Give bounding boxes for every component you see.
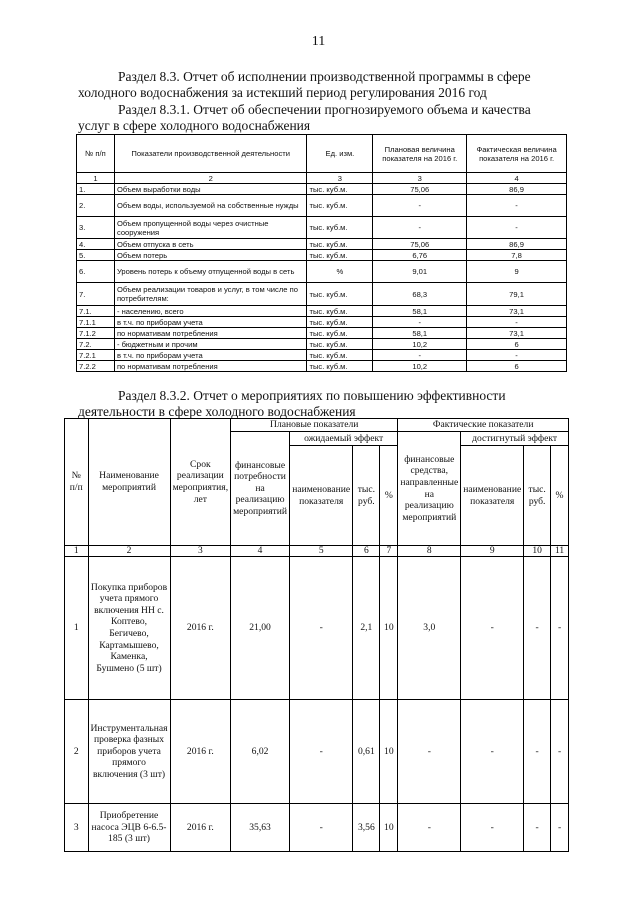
header-cell: достигнутый эффект: [461, 432, 569, 446]
plan-value: 10,2: [373, 339, 467, 350]
expected-percent: 10: [380, 804, 398, 852]
section-8-3-1-heading-line1: Раздел 8.3.1. Отчет об обеспечении прогнозируемого объема и качества: [118, 102, 531, 117]
indicator-name: Уровень потерь к объему отпущенной воды в сеть: [114, 261, 307, 283]
indicator-name: Объем отпуска в сеть: [114, 239, 307, 250]
header-cell: наименование показателя: [461, 446, 524, 546]
index-cell: 2: [88, 546, 170, 557]
fact-value: 7,8: [467, 250, 567, 261]
efficiency-measures-table: [64, 418, 569, 852]
fact-value: 73,1: [467, 306, 567, 317]
header-cell: Показатели производственной деятельности: [114, 135, 307, 173]
row-number: 7.2.: [77, 339, 115, 350]
index-cell: 3: [373, 173, 467, 184]
row-number: 3: [65, 804, 89, 852]
unit: тыс. куб.м.: [307, 328, 373, 339]
fact-value: 6: [467, 361, 567, 372]
section-8-3-heading-line1: Раздел 8.3. Отчет об исполнении производственной программы в сфере: [118, 69, 531, 84]
fact-value: 6: [467, 339, 567, 350]
fact-value: 79,1: [467, 283, 567, 306]
row-number: 6.: [77, 261, 115, 283]
header-cell: Наименование мероприятий: [88, 419, 170, 546]
plan-value: 58,1: [373, 328, 467, 339]
row-number: 7.1.1: [77, 317, 115, 328]
achieved-percent: -: [551, 804, 569, 852]
fact-value: -: [467, 350, 567, 361]
table-row: [77, 339, 567, 350]
table-row: [65, 557, 569, 700]
table-header-row: [77, 135, 567, 173]
header-cell: Ед. изм.: [307, 135, 373, 173]
fact-value: -: [467, 317, 567, 328]
table-row: [65, 700, 569, 804]
index-cell: 11: [551, 546, 569, 557]
achieved-thous-rub: -: [524, 700, 551, 804]
page-number: 11: [311, 34, 326, 49]
fact-value: 9: [467, 261, 567, 283]
achieved-percent: -: [551, 557, 569, 700]
header-cell: № п/п: [77, 135, 115, 173]
index-cell: 9: [461, 546, 524, 557]
expected-thous-rub: 3,56: [353, 804, 380, 852]
unit: тыс. куб.м.: [307, 195, 373, 217]
row-number: 2.: [77, 195, 115, 217]
index-cell: 7: [380, 546, 398, 557]
row-number: 2: [65, 700, 89, 804]
achieved-thous-rub: -: [524, 804, 551, 852]
header-cell: тыс. руб.: [524, 446, 551, 546]
table-row: [77, 261, 567, 283]
indicator-name: Объем пропущенной воды через очистные сооружения: [114, 217, 307, 239]
row-number: 7.1.2: [77, 328, 115, 339]
expected-indicator-name: -: [289, 700, 352, 804]
index-cell: 2: [114, 173, 307, 184]
expected-indicator-name: -: [289, 804, 352, 852]
achieved-indicator-name: -: [461, 700, 524, 804]
header-cell: тыс. руб.: [353, 446, 380, 546]
header-cell: Фактическая величина показателя на 2016 г.: [467, 135, 567, 173]
header-cell: финансовые средства, направленные на реализацию мероприятий: [398, 432, 461, 546]
header-row-top: [65, 419, 569, 432]
fact-value: -: [467, 195, 567, 217]
indicator-name: в т.ч. по приборам учета: [114, 350, 307, 361]
row-number: 3.: [77, 217, 115, 239]
measure-name: Приобретение насоса ЭЦВ 6-6.5-185 (3 шт): [88, 804, 170, 852]
table-row: [77, 283, 567, 306]
section-8-3-heading-line2: холодного водоснабжения за истекший период регулирования 2016 год: [78, 85, 487, 100]
unit: тыс. куб.м.: [307, 317, 373, 328]
indicator-name: в т.ч. по приборам учета: [114, 317, 307, 328]
row-number: 5.: [77, 250, 115, 261]
table-row: [77, 328, 567, 339]
actual-financing: 3,0: [398, 557, 461, 700]
expected-thous-rub: 2,1: [353, 557, 380, 700]
section-8-3-2-heading-line1: Раздел 8.3.2. Отчет о мероприятиях по повышению эффективности: [118, 388, 506, 403]
unit: тыс. куб.м.: [307, 339, 373, 350]
row-number: 4.: [77, 239, 115, 250]
column-index-row: [77, 173, 567, 184]
row-number: 7.2.1: [77, 350, 115, 361]
achieved-indicator-name: -: [461, 557, 524, 700]
expected-percent: 10: [380, 700, 398, 804]
header-cell: ожидаемый эффект: [289, 432, 397, 446]
index-cell: 1: [77, 173, 115, 184]
header-cell: финансовые потребности на реализацию мероприятий: [231, 432, 290, 546]
expected-indicator-name: -: [289, 557, 352, 700]
fact-value: 86,9: [467, 184, 567, 195]
table-row: [77, 317, 567, 328]
index-cell: 1: [65, 546, 89, 557]
indicator-name: - бюджетным и прочим: [114, 339, 307, 350]
expected-thous-rub: 0,61: [353, 700, 380, 804]
indicator-name: Объем выработки воды: [114, 184, 307, 195]
measure-name: Покупка приборов учета прямого включения НН с. Коптево, Бегичево, Картамышево, Каменка, Бушмено (5 шт): [88, 557, 170, 700]
fact-value: -: [467, 217, 567, 239]
plan-value: 10,2: [373, 361, 467, 372]
plan-value: -: [373, 195, 467, 217]
fact-value: 86,9: [467, 239, 567, 250]
table-row: [77, 306, 567, 317]
index-cell: 10: [524, 546, 551, 557]
table-row: [65, 804, 569, 852]
unit: тыс. куб.м.: [307, 217, 373, 239]
implementation-term: 2016 г.: [170, 804, 231, 852]
plan-value: 9,01: [373, 261, 467, 283]
table-row: [77, 195, 567, 217]
unit: тыс. куб.м.: [307, 184, 373, 195]
achieved-indicator-name: -: [461, 804, 524, 852]
table-row: [77, 250, 567, 261]
fact-value: 73,1: [467, 328, 567, 339]
table-row: [77, 350, 567, 361]
index-cell: 3: [307, 173, 373, 184]
index-cell: 4: [467, 173, 567, 184]
row-number: 1.: [77, 184, 115, 195]
row-number: 7.1.: [77, 306, 115, 317]
header-cell: № п/п: [65, 419, 89, 546]
achieved-thous-rub: -: [524, 557, 551, 700]
header-cell: %: [551, 446, 569, 546]
table-row: [77, 239, 567, 250]
indicator-name: по нормативам потребления: [114, 328, 307, 339]
header-cell: Плановые показатели: [231, 419, 398, 432]
indicator-name: Объем потерь: [114, 250, 307, 261]
index-cell: 8: [398, 546, 461, 557]
header-cell: Срок реализации мероприятия, лет: [170, 419, 231, 546]
table-row: [77, 184, 567, 195]
row-number: 7.: [77, 283, 115, 306]
header-cell: Фактические показатели: [398, 419, 569, 432]
expected-percent: 10: [380, 557, 398, 700]
index-cell: 6: [353, 546, 380, 557]
achieved-percent: -: [551, 700, 569, 804]
row-number: 1: [65, 557, 89, 700]
plan-value: 75,06: [373, 239, 467, 250]
unit: тыс. куб.м.: [307, 306, 373, 317]
table-row: [77, 361, 567, 372]
unit: тыс. куб.м.: [307, 350, 373, 361]
index-cell: 4: [231, 546, 290, 557]
plan-value: 6,76: [373, 250, 467, 261]
indicator-name: по нормативам потребления: [114, 361, 307, 372]
header-cell: %: [380, 446, 398, 546]
measure-name: Инструментальная проверка фазных приборов учета прямого включения (3 шт): [88, 700, 170, 804]
unit: тыс. куб.м.: [307, 239, 373, 250]
index-cell: 3: [170, 546, 231, 557]
unit: тыс. куб.м.: [307, 250, 373, 261]
planned-financing: 6,02: [231, 700, 290, 804]
actual-financing: -: [398, 804, 461, 852]
actual-financing: -: [398, 700, 461, 804]
indicator-name: Объем реализации товаров и услуг, в том числе по потребителям:: [114, 283, 307, 306]
implementation-term: 2016 г.: [170, 700, 231, 804]
planned-financing: 35,63: [231, 804, 290, 852]
plan-value: -: [373, 217, 467, 239]
water-supply-volume-table: [76, 134, 567, 372]
section-8-3-1-heading-line2: услуг в сфере холодного водоснабжения: [78, 118, 311, 133]
column-index-row: [65, 546, 569, 557]
index-cell: 5: [289, 546, 352, 557]
header-cell: наименование показателя: [289, 446, 352, 546]
header-cell: Плановая величина показателя на 2016 г.: [373, 135, 467, 173]
indicator-name: - населению, всего: [114, 306, 307, 317]
section-8-3-2-heading-line2: деятельности в сфере холодного водоснабжения: [78, 404, 356, 419]
plan-value: 58,1: [373, 306, 467, 317]
table-row: [77, 217, 567, 239]
implementation-term: 2016 г.: [170, 557, 231, 700]
plan-value: 68,3: [373, 283, 467, 306]
plan-value: 75,06: [373, 184, 467, 195]
unit: тыс. куб.м.: [307, 283, 373, 306]
plan-value: -: [373, 350, 467, 361]
plan-value: -: [373, 317, 467, 328]
planned-financing: 21,00: [231, 557, 290, 700]
indicator-name: Объем воды, используемой на собственные нужды: [114, 195, 307, 217]
unit: тыс. куб.м.: [307, 361, 373, 372]
unit: %: [307, 261, 373, 283]
row-number: 7.2.2: [77, 361, 115, 372]
